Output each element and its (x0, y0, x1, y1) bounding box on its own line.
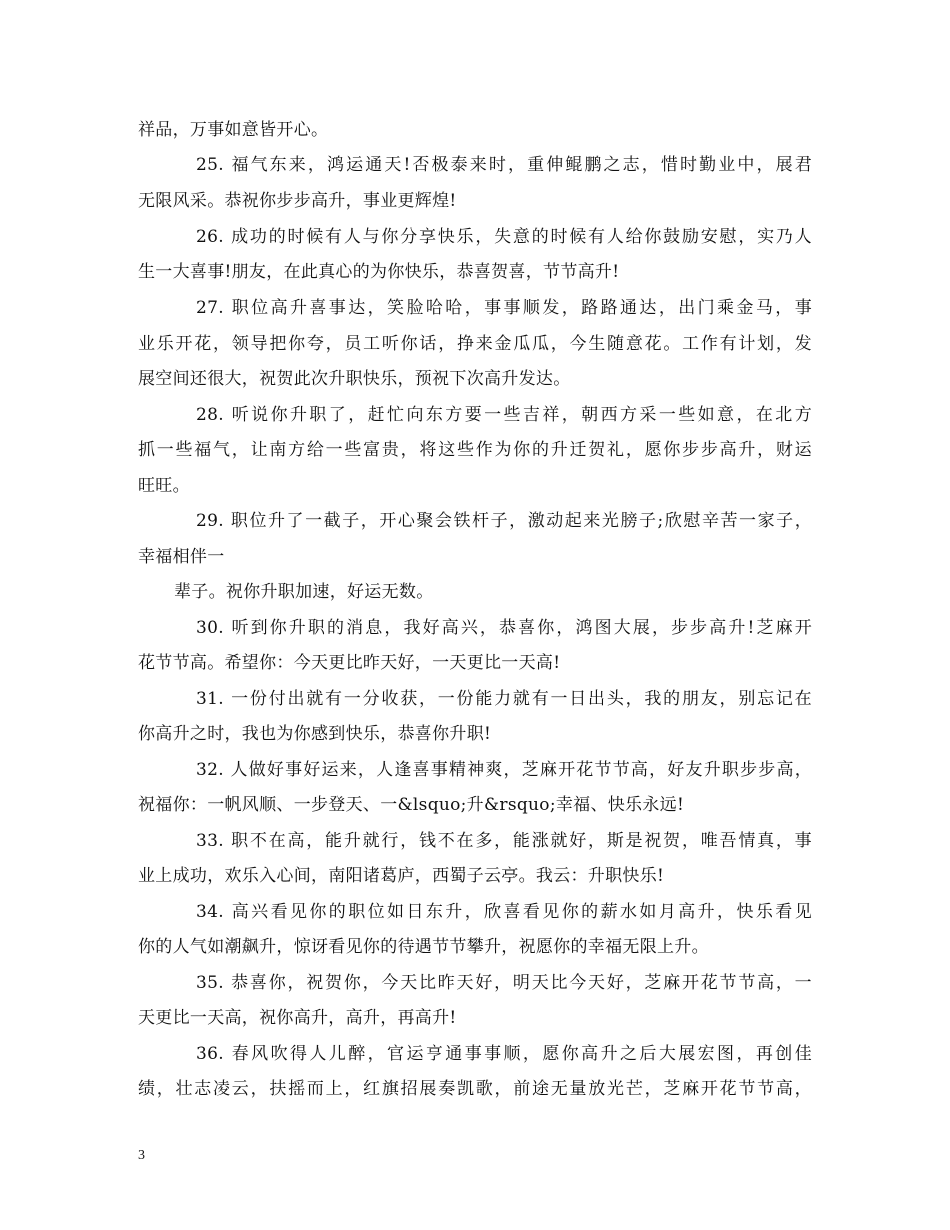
text-line: 幸福相伴一 (138, 547, 225, 567)
text-line: 35. 恭喜你，祝贺你，今天比昨天好，明天比今天好，芝麻开花节节高，一 (196, 973, 812, 993)
text-line: 花节节高。希望你：今天更比昨天好，一天更比一天高! (138, 653, 561, 673)
text-line: 26. 成功的时候有人与你分享快乐，失意的时候有人给你鼓励安慰，实乃人 (196, 227, 812, 247)
text-line: 36. 春风吹得人儿醉，官运亨通事事顺，愿你高升之后大展宏图，再创佳 (196, 1044, 812, 1064)
text-line: 辈子。祝你升职加速，好运无数。 (174, 582, 434, 602)
text-line: 28. 听说你升职了，赶忙向东方要一些吉祥，朝西方采一些如意，在北方 (196, 405, 812, 425)
text-line: 34. 高兴看见你的职位如日东升，欣喜看见你的薪水如月高升，快乐看见 (196, 902, 812, 922)
text-line: 31. 一份付出就有一分收获，一份能力就有一日出头，我的朋友，别忘记在 (196, 689, 812, 709)
text-line: 抓一些福气，让南方给一些富贵，将这些作为你的升迁贺礼，愿你步步高升，财运 (138, 440, 812, 460)
text-line: 30. 听到你升职的消息，我好高兴，恭喜你，鸿图大展，步步高升!芝麻开 (196, 618, 812, 638)
text-line: 生一大喜事!朋友，在此真心的为你快乐，恭喜贺喜，节节高升! (138, 262, 620, 282)
text-line: 展空间还很大，祝贺此次升职快乐，预祝下次高升发达。 (138, 369, 571, 389)
text-line: 祥品，万事如意皆开心。 (138, 120, 329, 140)
text-line: 旺旺。 (138, 476, 190, 496)
text-line: 32. 人做好事好运来，人逢喜事精神爽，芝麻开花节节高，好友升职步步高， (196, 760, 812, 780)
text-line: 27. 职位高升喜事达，笑脸哈哈，事事顺发，路路通达，出门乘金马，事 (196, 298, 812, 318)
text-line: 25. 福气东来，鸿运通天!否极泰来时，重伸鲲鹏之志，惜时勤业中，展君 (196, 155, 812, 175)
text-line: 绩，壮志凌云，扶摇而上，红旗招展奏凯歌，前途无量放光芒，芝麻开花节节高， (138, 1079, 812, 1099)
text-line: 你高升之时，我也为你感到快乐，恭喜你升职! (138, 724, 492, 744)
text-line: 33. 职不在高，能升就行，钱不在多，能涨就好，斯是祝贺，唯吾情真，事 (196, 831, 812, 851)
text-line: 业上成功，欢乐入心间，南阳诸葛庐，西蜀子云亭。我云：升职快乐! (138, 866, 665, 886)
text-line: 祝福你：一帆风顺、一步登天、一&lsquo;升&rsquo;幸福、快乐永远! (138, 795, 685, 815)
text-line: 业乐开花，领导把你夸，员工听你话，挣来金瓜瓜，今生随意花。工作有计划，发 (138, 334, 812, 354)
text-line: 你的人气如潮飙升，惊讶看见你的待遇节节攀升，祝愿你的幸福无限上升。 (138, 937, 709, 957)
text-line: 天更比一天高，祝你高升，高升，再高升! (138, 1008, 457, 1028)
text-line: 无限风采。恭祝你步步高升，事业更辉煌! (138, 191, 457, 211)
page-number: 3 (138, 1148, 145, 1163)
text-line: 29. 职位升了一截子，开心聚会铁杆子，激动起来光膀子;欣慰辛苦一家子， (196, 511, 812, 531)
